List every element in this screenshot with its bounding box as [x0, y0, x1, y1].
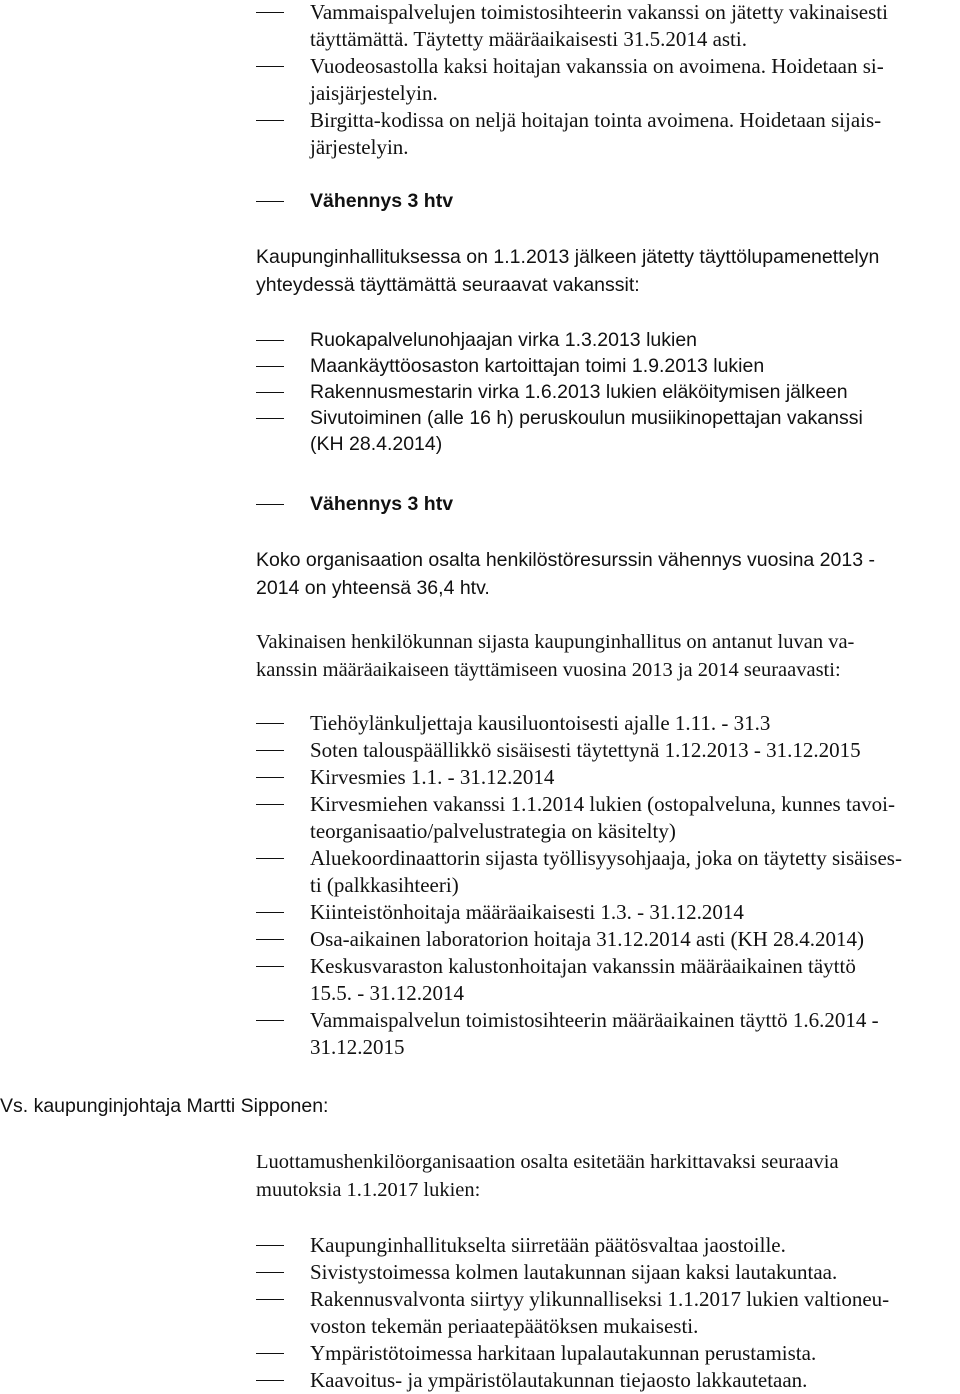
dash-bullet — [256, 966, 284, 967]
paragraph-line: Vakinaisen henkilökunnan sijasta kaupunginhallitus on antanut luvan va- — [256, 631, 855, 653]
dash-bullet — [256, 12, 284, 13]
dash-bullet — [256, 366, 284, 367]
list-item — [256, 710, 956, 737]
dash-bullet — [256, 804, 284, 805]
list-item-line: järjestelyin. — [310, 135, 409, 159]
paragraph-line: Kaupunginhallituksessa on 1.1.2013 jälkeen jätetty täyttölupamenettelyn — [256, 246, 880, 268]
dash-bullet — [256, 201, 284, 202]
dash-bullet — [256, 1020, 284, 1021]
dash-bullet — [256, 1353, 284, 1354]
dash-bullet — [256, 418, 284, 419]
paragraph-line: muutoksia 1.1.2017 lukien: — [256, 1179, 481, 1201]
reduction-heading-2 — [256, 491, 956, 518]
list-item-line: Maankäyttöosaston kartoittajan toimi 1.9.2013 lukien — [310, 355, 765, 377]
list-item — [256, 0, 956, 53]
dash-bullet — [256, 1380, 284, 1381]
dash-bullet — [256, 1245, 284, 1246]
list-item-line: 15.5. - 31.12.2014 — [310, 981, 464, 1005]
paragraph-3 — [256, 628, 956, 684]
paragraph-line: 2014 on yhteensä 36,4 htv. — [256, 577, 490, 599]
paragraph-line: Koko organisaation osalta henkilöstöresurssin vähennys vuosina 2013 - — [256, 549, 875, 571]
dash-bullet — [256, 504, 284, 505]
list-item-line: Kaavoitus- ja ympäristölautakunnan tiejaosto lakkautetaan. — [310, 1368, 808, 1392]
list-item-line: 31.12.2015 — [310, 1035, 405, 1059]
dash-bullet — [256, 66, 284, 67]
paragraph-2 — [256, 546, 956, 602]
top-list — [256, 0, 956, 161]
list-item-line: Tiehöylänkuljettaja kausiluontoisesti ajalle 1.11. - 31.3 — [310, 711, 771, 735]
list-item-line: Kirvesmiehen vakanssi 1.1.2014 lukien (ostopalveluna, kunnes tavoi- — [310, 792, 895, 816]
list-item-line: ti (palkkasihteeri) — [310, 873, 459, 897]
paragraph-line: yhteydessä täyttämättä seuraavat vakanssit: — [256, 274, 640, 296]
list-item-line: Vammaispalvelun toimistosihteerin määräaikainen täyttö 1.6.2014 - — [310, 1008, 879, 1032]
paragraph-4 — [256, 1148, 956, 1204]
list-item-line: Vammaispalvelujen toimistosihteerin vakanssi on jätetty vakinaisesti — [310, 0, 888, 24]
dash-bullet — [256, 723, 284, 724]
list-item — [256, 1286, 956, 1340]
list-item-line: jaisjärjestelyin. — [310, 81, 438, 105]
change-list — [256, 1232, 956, 1394]
dash-bullet — [256, 392, 284, 393]
list-item — [256, 1232, 956, 1259]
list-item — [256, 1340, 956, 1367]
list-item — [256, 353, 956, 379]
list-item-line: Kirvesmies 1.1. - 31.12.2014 — [310, 765, 555, 789]
temporary-fill-list — [256, 710, 956, 1061]
list-item — [256, 764, 956, 791]
list-item — [256, 107, 956, 161]
paragraph-1 — [256, 243, 956, 299]
list-item-line: Keskusvaraston kalustonhoitajan vakanssin määräaikainen täyttö — [310, 954, 856, 978]
list-item-line: Ympäristötoimessa harkitaan lupalautakunnan perustamista. — [310, 1341, 817, 1365]
list-item-line: Soten talouspäällikkö sisäisesti täytettynä 1.12.2013 - 31.12.2015 — [310, 738, 861, 762]
list-item — [256, 791, 956, 845]
list-item-line: voston tekemän periaatepäätöksen mukaisesti. — [310, 1314, 699, 1338]
dash-bullet — [256, 1299, 284, 1300]
list-item — [256, 845, 956, 899]
list-item-line: Rakennusmestarin virka 1.6.2013 lukien eläköitymisen jälkeen — [310, 381, 848, 403]
list-item — [256, 737, 956, 764]
list-item-line: Rakennusvalvonta siirtyy ylikunnalliseksi 1.1.2017 lukien valtioneu- — [310, 1287, 890, 1311]
list-item-line: Birgitta-kodissa on neljä hoitajan tointa avoimena. Hoidetaan sijais- — [310, 108, 882, 132]
list-item — [256, 899, 956, 926]
dash-bullet — [256, 340, 284, 341]
list-item-line: Aluekoordinaattorin sijasta työllisyysohjaaja, joka on täytetty sisäises- — [310, 846, 902, 870]
list-item-line: (KH 28.4.2014) — [310, 433, 443, 455]
list-item-line: Osa-aikainen laboratorion hoitaja 31.12.2014 asti (KH 28.4.2014) — [310, 927, 865, 951]
dash-bullet — [256, 912, 284, 913]
dash-bullet — [256, 939, 284, 940]
reduction-text: Vähennys 3 htv — [310, 493, 454, 515]
list-item-line: Kaupunginhallitukselta siirretään päätösvaltaa jaostoille. — [310, 1233, 786, 1257]
list-item-line: Kiinteistönhoitaja määräaikaisesti 1.3. - 31.12.2014 — [310, 900, 744, 924]
list-item — [256, 1259, 956, 1286]
dash-bullet — [256, 120, 284, 121]
list-item-line: teorganisaatio/palvelustrategia on käsitelty) — [310, 819, 676, 843]
list-item-line: täyttämättä. Täytetty määräaikaisesti 31.5.2014 asti. — [310, 27, 747, 51]
dash-bullet — [256, 858, 284, 859]
list-item-line: Ruokapalvelunohjaajan virka 1.3.2013 lukien — [310, 329, 698, 351]
list-item — [256, 953, 956, 1007]
list-item-line: Sivistystoimessa kolmen lautakunnan sijaan kaksi lautakuntaa. — [310, 1260, 838, 1284]
reduction-text: Vähennys 3 htv — [310, 190, 454, 212]
reduction-heading-1 — [256, 188, 956, 215]
list-item — [256, 926, 956, 953]
list-item — [256, 1007, 956, 1061]
list-item — [256, 327, 956, 353]
dash-bullet — [256, 777, 284, 778]
dash-bullet — [256, 750, 284, 751]
list-item — [256, 53, 956, 107]
list-item — [256, 379, 956, 405]
paragraph-line: kanssin määräaikaiseen täyttämiseen vuosina 2013 ja 2014 seuraavasti: — [256, 659, 841, 681]
dash-bullet — [256, 1272, 284, 1273]
list-item-line: Vuodeosastolla kaksi hoitajan vakanssia on avoimena. Hoidetaan si- — [310, 54, 884, 78]
list-item-line: Sivutoiminen (alle 16 h) peruskoulun musiikinopettajan vakanssi — [310, 407, 863, 429]
list-item — [256, 1367, 956, 1394]
vacancy-list — [256, 327, 956, 457]
speaker-label: Vs. kaupunginjohtaja Martti Sipponen: — [0, 1095, 329, 1117]
paragraph-line: Luottamushenkilöorganisaation osalta esitetään harkittavaksi seuraavia — [256, 1151, 839, 1173]
list-item — [256, 405, 956, 457]
